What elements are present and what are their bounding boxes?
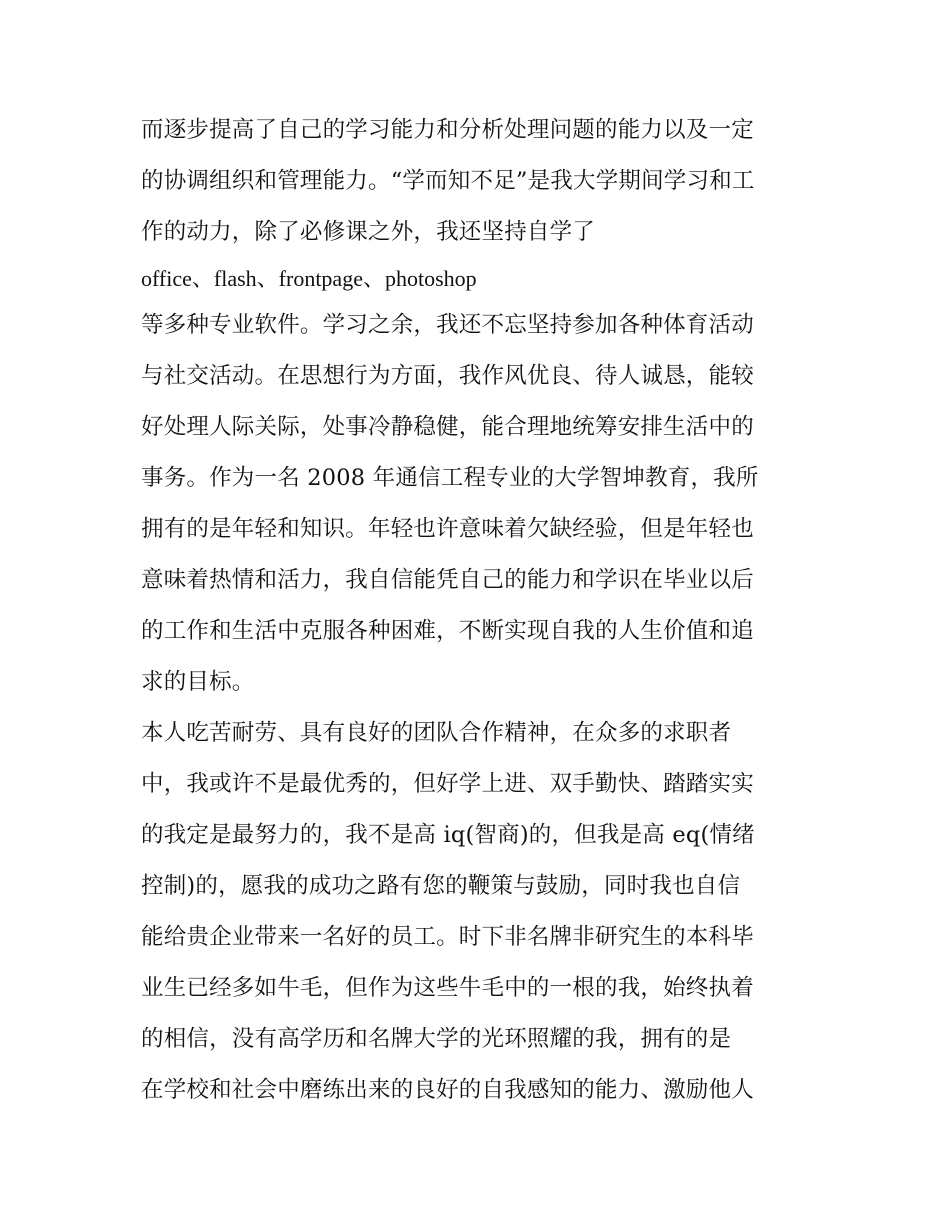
text-line: 能给贵企业带来一名好的员工。时下非名牌非研究生的本科毕: [141, 924, 754, 950]
text-line: 而逐步提高了自己的学习能力和分析处理问题的能力以及一定: [141, 117, 754, 143]
text-line: 事务。作为一名 2008 年通信工程专业的大学智坤教育，我所: [141, 465, 759, 491]
text-line: 的工作和生活中克服各种困难，不断实现自我的人生价值和追: [141, 618, 754, 644]
text-line: 等多种专业软件。学习之余，我还不忘坚持参加各种体育活动: [141, 312, 754, 338]
text-line: 好处理人际关际，处事冷静稳健，能合理地统筹安排生活中的: [141, 414, 754, 440]
text-line: 拥有的是年轻和知识。年轻也许意味着欠缺经验，但是年轻也: [141, 516, 754, 542]
text-line: 与社交活动。在思想行为方面，我作风优良、待人诚恳，能较: [141, 363, 754, 389]
text-line: 业生已经多如牛毛，但作为这些牛毛中的一根的我，始终执着: [141, 975, 754, 1001]
text-line: 意味着热情和活力，我自信能凭自己的能力和学识在毕业以后: [141, 567, 754, 593]
text-line: 的协调组织和管理能力。“学而知不足”是我大学期间学习和工: [141, 168, 755, 194]
text-line: 求的目标。: [141, 669, 255, 695]
text-line: 中，我或许不是最优秀的，但好学上进、双手勤快、踏踏实实: [141, 771, 754, 797]
text-line: 作的动力，除了必修课之外，我还坚持自学了: [141, 219, 596, 245]
text-line: 的我定是最努力的，我不是高 iq(智商)的，但我是高 eq(情绪: [141, 822, 755, 848]
text-line: office、flash、frontpage、photoshop: [141, 266, 477, 291]
text-line: 在学校和社会中磨练出来的良好的自我感知的能力、激励他人: [141, 1077, 754, 1103]
body-text: [141, 105, 821, 1116]
text-line: 控制)的，愿我的成功之路有您的鞭策与鼓励，同时我也自信: [141, 873, 741, 899]
text-line: 本人吃苦耐劳、具有良好的团队合作精神，在众多的求职者: [141, 720, 732, 746]
text-line: 的相信，没有高学历和名牌大学的光环照耀的我，拥有的是: [141, 1026, 732, 1052]
